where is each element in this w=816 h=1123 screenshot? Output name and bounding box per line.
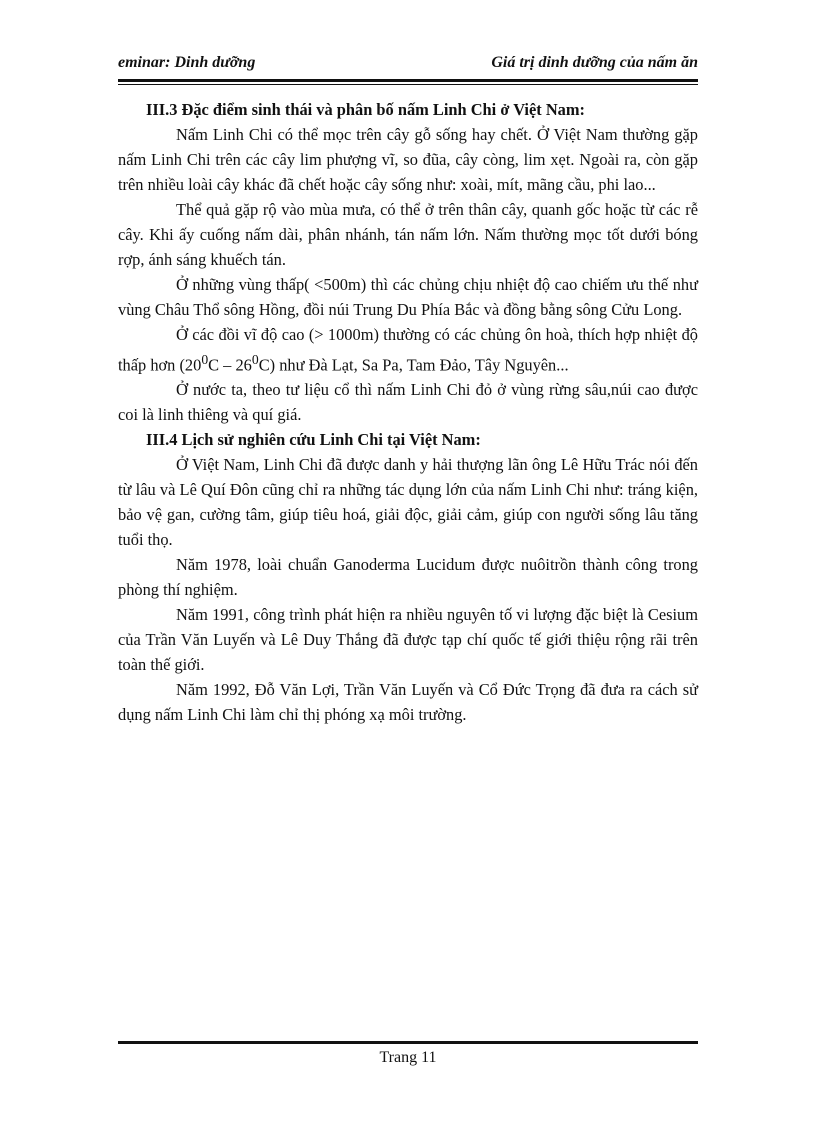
- temp-text-before: Ở các đồi vĩ độ cao (> 1000m) thường có các chủng ôn hoà, thích hợp nhiệt độ thấp hơn (20: [118, 325, 698, 375]
- section-heading-4: III.4 Lịch sử nghiên cứu Linh Chi tại Việt Nam:: [146, 430, 481, 450]
- paragraph: Ở những vùng thấp( <500m) thì các chủng chịu nhiệt độ cao chiếm ưu thế như vùng Châu Thổ sông Hồng, đồi núi Trung Du Phía Bắc và đồng bằng sông Cửu Long.: [118, 275, 698, 319]
- paragraph: Ở Việt Nam, Linh Chi đã được danh y hải thượng lãn ông Lê Hữu Trác nói đến từ lâu và Lê Quí Đôn cũng chỉ ra những tác dụng lớn của nấm Linh Chi như: tráng kiện, bảo vệ gan, cường tâm, giúp tiêu hoá, giải độc, giải cảm, giúp con người sống lâu tăng tuổi thọ.: [118, 455, 698, 550]
- paragraph: Ở nước ta, theo tư liệu cổ thì nấm Linh Chi đỏ ở vùng rừng sâu,núi cao được coi là linh thiêng và quí giá.: [118, 380, 698, 425]
- section-heading-3: III.3 Đặc điểm sinh thái và phân bố nấm Linh Chi ở Việt Nam:: [146, 100, 585, 119]
- header-right-title: Giá trị dinh dưỡng của nấm ăn: [491, 54, 698, 71]
- page-header: [118, 54, 698, 80]
- page-number: Trang 11: [379, 1049, 437, 1066]
- paragraph: Năm 1992, Đỗ Văn Lợi, Trần Văn Luyến và Cổ Đức Trọng đã đưa ra cách sử dụng nấm Linh Chi làm chỉ thị phóng xạ môi trường.: [118, 680, 698, 725]
- paragraph: Năm 1991, công trình phát hiện ra nhiều nguyên tố vi lượng đặc biệt là Cesium của Trần Văn Luyến và Lê Duy Thắng đã được tạp chí quốc tế giới thiệu rộng rãi trên toàn thế giới.: [118, 605, 698, 675]
- paragraph-temperature: [118, 322, 698, 377]
- paragraph: Năm 1978, loài chuẩn Ganoderma Lucidum được nuôitrồn thành công trong phòng thí nghiệm.: [118, 555, 698, 600]
- degree-superscript: 0: [201, 352, 209, 367]
- header-rule-thick: [118, 79, 698, 82]
- header-rule-thin: [118, 84, 698, 85]
- footer-rule: [118, 1041, 698, 1044]
- temp-text-middle: C – 26: [208, 355, 252, 375]
- document-body: [118, 97, 698, 727]
- temp-text-after: C) như Đà Lạt, Sa Pa, Tam Đảo, Tây Nguyên...: [258, 355, 569, 375]
- paragraph: Nấm Linh Chi có thể mọc trên cây gỗ sống hay chết. Ở Việt Nam thường gặp nấm Linh Chi trên các cây lim phượng vĩ, so đũa, cây còng, lim xẹt. Ngoài ra, còn gặp trên nhiều loài cây khác đã chết hoặc cây sống như: xoài, mít, mãng cầu, phi lao...: [118, 125, 698, 194]
- paragraph: Thể quả gặp rộ vào mùa mưa, có thể ở trên thân cây, quanh gốc hoặc từ các rễ cây. Khi ấy cuống nấm dài, phân nhánh, tán nấm lớn. Nấm thường mọc tốt dưới bóng rợp, ánh sáng khuếch tán.: [118, 200, 698, 269]
- header-left-title: eminar: Dinh dưỡng: [118, 54, 256, 71]
- degree-superscript: 0: [251, 352, 259, 367]
